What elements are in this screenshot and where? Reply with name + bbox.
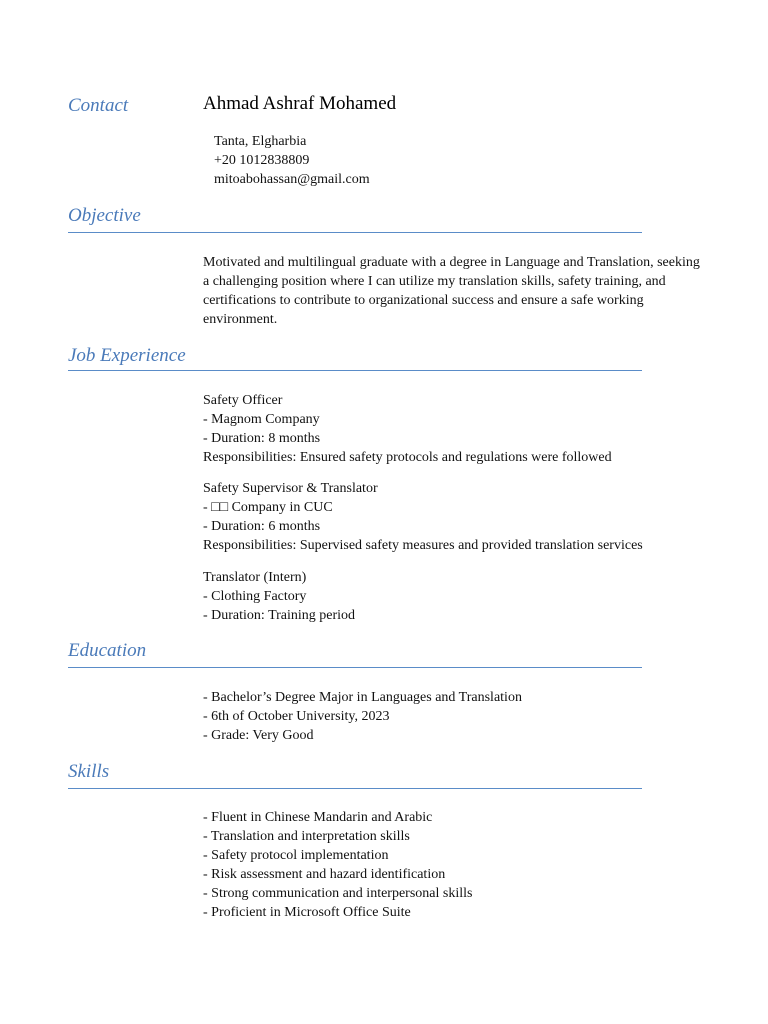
contact-location: Tanta, Elgharbia (214, 134, 307, 149)
job-responsibilities: Responsibilities: Supervised safety measures and provided translation services (203, 538, 643, 553)
contact-details (214, 132, 370, 189)
job-title: Safety Officer (203, 393, 283, 408)
skills-list (203, 808, 472, 922)
education-line: - Grade: Very Good (203, 728, 314, 743)
job-entry (203, 479, 643, 555)
objective-text (203, 253, 700, 329)
job-entry (203, 568, 355, 625)
job-company: - Clothing Factory (203, 589, 307, 604)
skill-item: - Fluent in Chinese Mandarin and Arabic (203, 810, 433, 825)
job-title: Safety Supervisor & Translator (203, 481, 378, 496)
job-entry (203, 391, 612, 467)
experience-heading: Job Experience (68, 345, 186, 366)
job-company: - Magnom Company (203, 412, 320, 427)
skill-item: - Safety protocol implementation (203, 848, 389, 863)
contact-heading: Contact (68, 95, 129, 116)
skill-item: - Translation and interpretation skills (203, 829, 410, 844)
job-title: Translator (Intern) (203, 570, 307, 585)
objective-line: environment. (203, 312, 278, 327)
contact-phone: +20 1012838809 (214, 153, 310, 168)
education-line: - Bachelor’s Degree Major in Languages and Translation (203, 690, 522, 705)
education-line: - 6th of October University, 2023 (203, 709, 390, 724)
skill-item: - Proficient in Microsoft Office Suite (203, 905, 411, 920)
objective-heading: Objective (68, 205, 141, 226)
education-divider (68, 667, 642, 668)
objective-line: certifications to contribute to organizational success and ensure a safe working (203, 293, 644, 308)
skill-item: - Risk assessment and hazard identification (203, 867, 446, 882)
job-responsibilities: Responsibilities: Ensured safety protocols and regulations were followed (203, 450, 612, 465)
skills-heading: Skills (68, 761, 110, 782)
candidate-name: Ahmad Ashraf Mohamed (203, 93, 397, 114)
education-details (203, 688, 522, 745)
objective-line: a challenging position where I can utilize my translation skills, safety training, and (203, 274, 666, 289)
contact-email: mitoabohassan@gmail.com (214, 172, 370, 187)
job-company: - □□ Company in CUC (203, 500, 333, 515)
education-heading: Education (68, 640, 147, 661)
job-duration: - Duration: Training period (203, 608, 356, 623)
experience-divider (68, 370, 642, 371)
skills-divider (68, 788, 642, 789)
job-duration: - Duration: 6 months (203, 519, 321, 534)
objective-divider (68, 232, 642, 233)
job-duration: - Duration: 8 months (203, 431, 321, 446)
objective-line: Motivated and multilingual graduate with a degree in Language and Translation, seeking (203, 255, 700, 270)
skill-item: - Strong communication and interpersonal skills (203, 886, 473, 901)
